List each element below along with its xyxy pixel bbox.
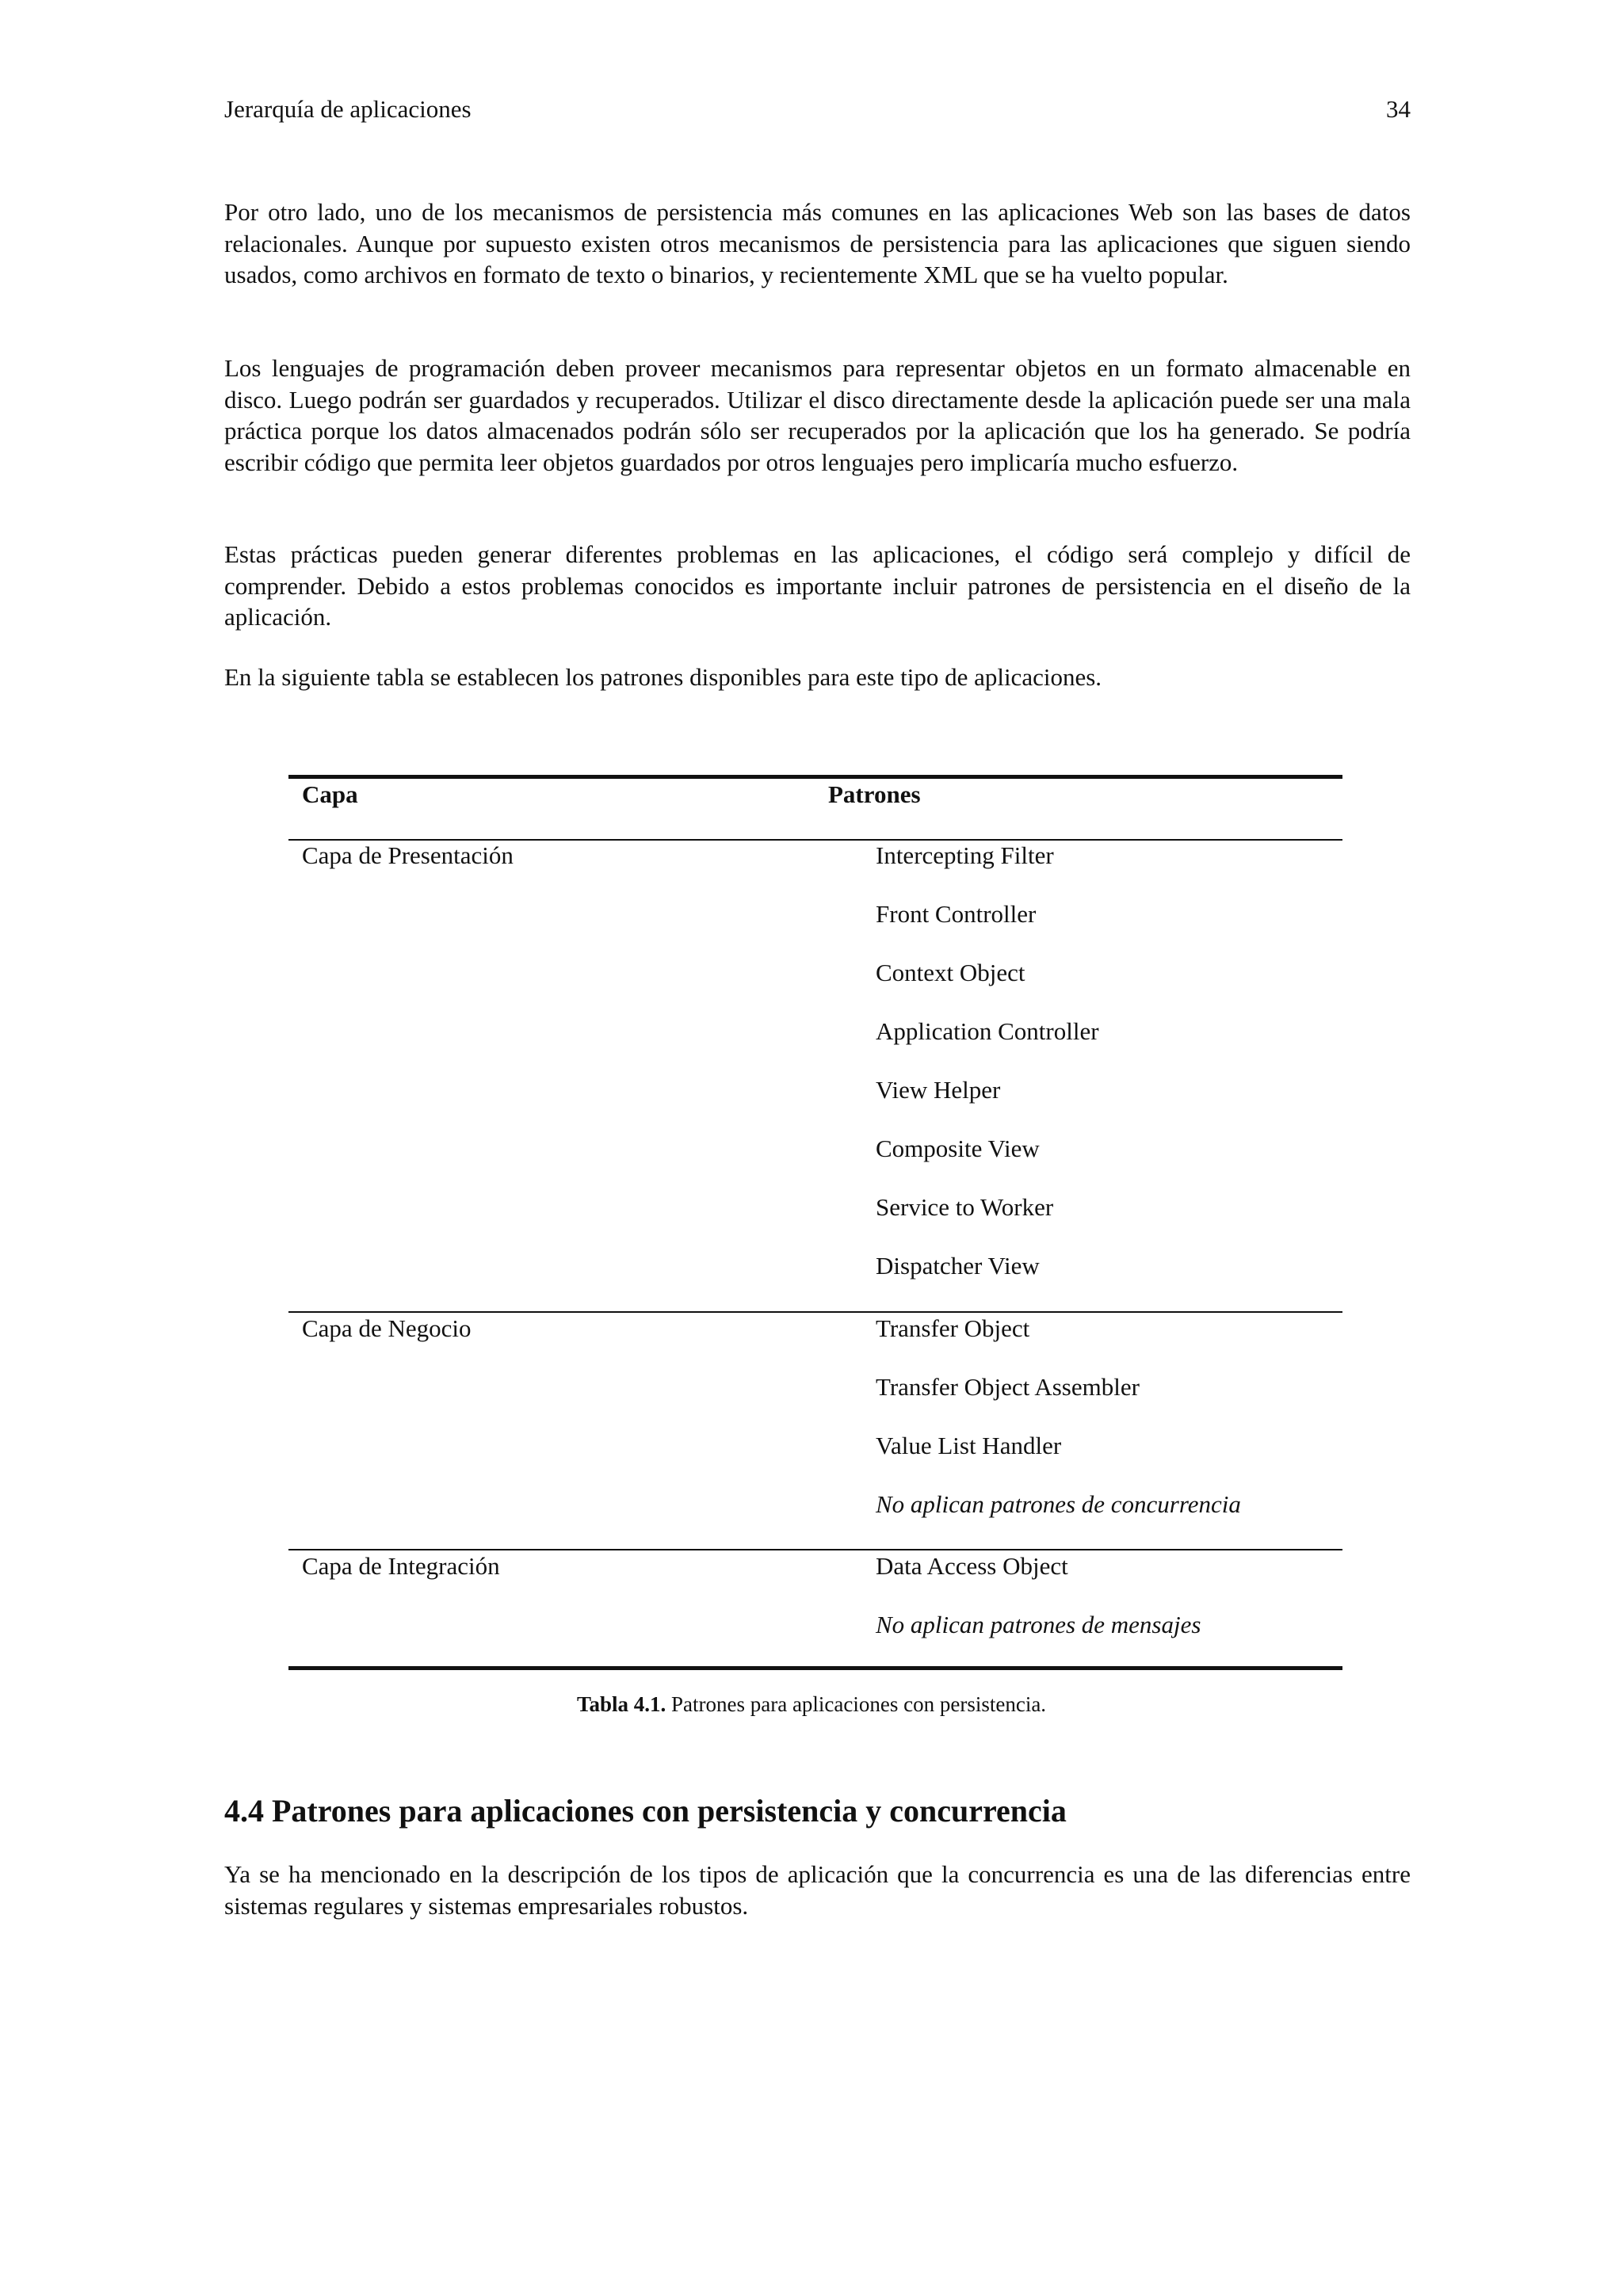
table-cell-note: No aplican patrones de mensajes [876, 1611, 1201, 1638]
caption-label: Tabla 4.1. [576, 1692, 666, 1716]
table-group-rule [288, 1311, 1342, 1313]
table-bottom-rule [288, 1666, 1342, 1670]
body-paragraph: Estas prácticas pueden generar diferentes problemas en las aplicaciones, el código será complejo y difícil de comprender. Debido a estos problemas conocidos es importante incluir patrones de persistencia en el diseño de la aplicación. [224, 540, 1411, 631]
table-cell-pattern: Transfer Object Assembler [876, 1373, 1140, 1401]
table-cell-layer: Capa de Integración [302, 1552, 500, 1580]
table-cell-pattern: View Helper [876, 1076, 1001, 1104]
table-caption [0, 1692, 1623, 1717]
body-paragraph: En la siguiente tabla se establecen los patrones disponibles para este tipo de aplicaciones. [224, 663, 1102, 691]
body-paragraph: Por otro lado, uno de los mecanismos de persistencia más comunes en las aplicaciones Web son las bases de datos relacionales. Aunque por supuesto existen otros mecanismos de persistencia para las aplicaciones que siguen siendo usados, como archivos en formato de texto o binarios, y recientemente XML que se ha vuelto popular. [224, 198, 1411, 288]
running-header [224, 95, 1411, 135]
table-cell-pattern: Service to Worker [876, 1193, 1054, 1221]
table-cell-pattern: Composite View [876, 1135, 1040, 1162]
table-cell-pattern: Dispatcher View [876, 1252, 1040, 1280]
table-header-rule [288, 839, 1342, 841]
table-header-layer: Capa [302, 780, 358, 808]
table-cell-pattern: Front Controller [876, 900, 1037, 928]
caption-text: Patrones para aplicaciones con persistencia. [666, 1692, 1047, 1716]
table-cell-layer: Capa de Presentación [302, 841, 514, 869]
table-cell-pattern: Context Object [876, 959, 1025, 986]
page-number: 34 [1386, 95, 1411, 123]
table-cell-pattern: Transfer Object [876, 1314, 1030, 1342]
body-paragraph: Los lenguajes de programación deben proveer mecanismos para representar objetos en un formato almacenable en disco. Luego podrán ser guardados y recuperados. Utilizar el disco directamente desde la aplicación puede ser una mala práctica porque los datos almacenados podrán sólo ser recuperados por la aplicación que los ha generado. Se podría escribir código que permita leer objetos guardados por otros lenguajes pero implicaría mucho esfuerzo. [224, 354, 1411, 476]
table-cell-pattern: Application Controller [876, 1017, 1099, 1045]
table-group-rule [288, 1549, 1342, 1550]
header-title: Jerarquía de aplicaciones [224, 95, 472, 123]
body-paragraph: Ya se ha mencionado en la descripción de los tipos de aplicación que la concurrencia es una de las diferencias entre sistemas regulares y sistemas empresariales robustos. [224, 1860, 1411, 1920]
table-cell-note: No aplican patrones de concurrencia [876, 1490, 1241, 1518]
table-top-rule [288, 775, 1342, 779]
table-header-patterns: Patrones [828, 780, 921, 808]
section-heading: 4.4 Patrones para aplicaciones con persistencia y concurrencia [224, 1793, 1067, 1829]
table-cell-layer: Capa de Negocio [302, 1314, 472, 1342]
table-cell-pattern: Value List Handler [876, 1432, 1062, 1459]
table-cell-pattern: Intercepting Filter [876, 841, 1054, 869]
table-cell-pattern: Data Access Object [876, 1552, 1068, 1580]
